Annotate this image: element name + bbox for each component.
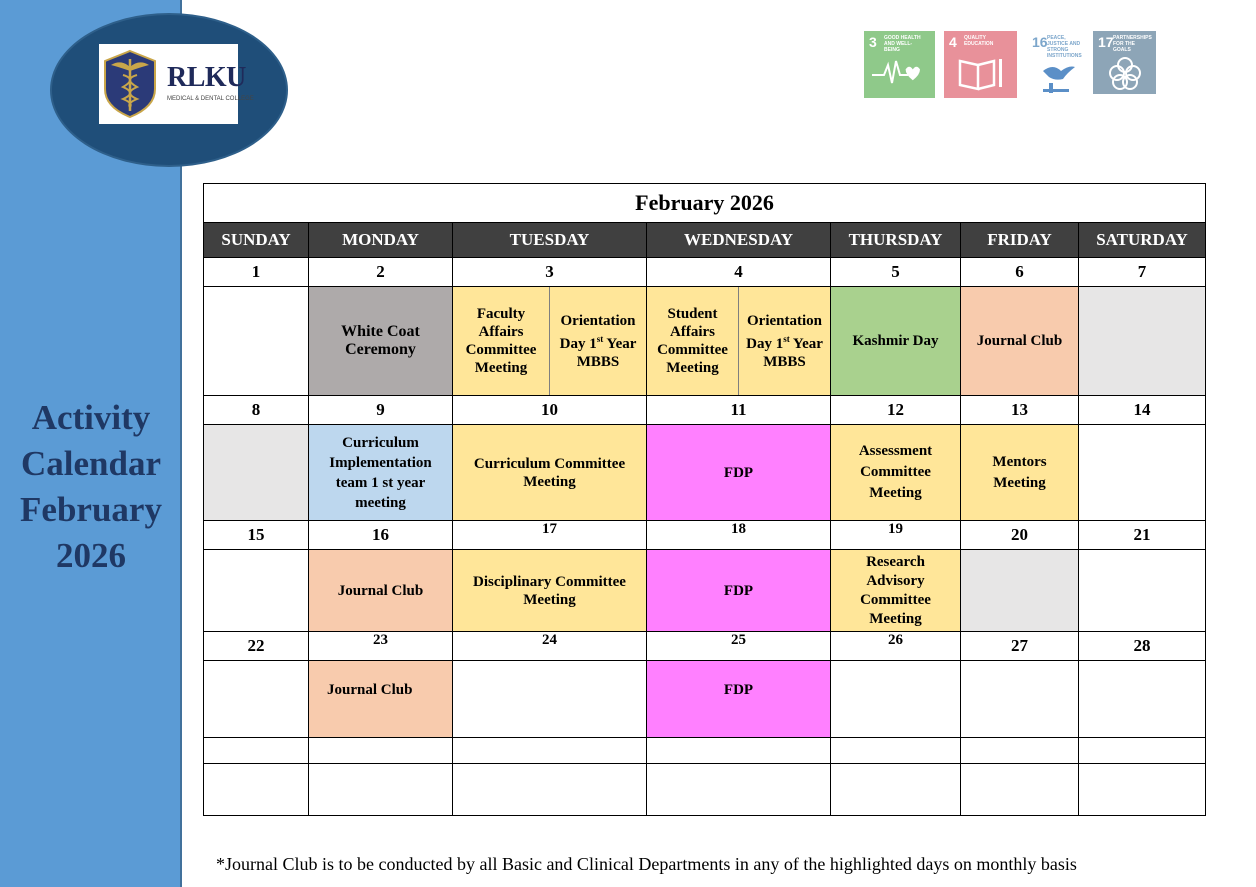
day-header-sunday: SUNDAY xyxy=(204,223,309,258)
event-cell-empty xyxy=(831,661,961,738)
date-number: 3 xyxy=(453,258,647,287)
event-cell-empty xyxy=(961,661,1079,738)
date-number: 12 xyxy=(831,396,961,425)
event-cell-empty xyxy=(204,550,309,632)
empty-cell xyxy=(309,738,453,764)
sidebar-title-line: Calendar xyxy=(21,444,161,483)
heartbeat-icon xyxy=(870,55,928,89)
date-number: 14 xyxy=(1079,396,1206,425)
day-header-thursday: THURSDAY xyxy=(831,223,961,258)
college-logo xyxy=(99,44,254,124)
date-number: 5 xyxy=(831,258,961,287)
day-header-friday: FRIDAY xyxy=(961,223,1079,258)
date-number: 15 xyxy=(204,521,309,550)
empty-cell xyxy=(453,738,647,764)
event-kashmir-day: Kashmir Day xyxy=(831,287,961,396)
dove-icon xyxy=(1035,57,1081,95)
empty-cell xyxy=(647,738,831,764)
date-number: 17 xyxy=(453,521,647,550)
sdg-16-badge xyxy=(1027,31,1085,96)
sdg-number: 4 xyxy=(949,34,957,50)
date-number: 1 xyxy=(204,258,309,287)
sdg-number: 16 xyxy=(1032,34,1048,50)
event-journal-club: Journal Club xyxy=(961,287,1079,396)
event-journal-club: Journal Club xyxy=(309,550,453,632)
event-cell-empty xyxy=(1079,661,1206,738)
empty-cell xyxy=(961,738,1079,764)
caduceus-shield-icon xyxy=(103,49,158,119)
date-number: 9 xyxy=(309,396,453,425)
event-sup: st xyxy=(596,333,604,344)
sidebar-title-line: February xyxy=(20,490,162,529)
sidebar xyxy=(0,0,254,887)
date-number: 4 xyxy=(647,258,831,287)
date-number: 24 xyxy=(453,632,647,661)
sidebar-title-line: 2026 xyxy=(56,536,126,575)
date-number: 16 xyxy=(309,521,453,550)
sidebar-title-line: Activity xyxy=(31,398,151,437)
day-header-wednesday: WEDNESDAY xyxy=(647,223,831,258)
logo-subtitle: MEDICAL & DENTAL COLLEGE xyxy=(167,96,254,102)
flower-icon xyxy=(1099,55,1151,91)
logo-name: RLKU xyxy=(167,62,246,93)
event-cell-empty xyxy=(204,661,309,738)
sdg-label: GOOD HEALTH AND WELL-BEING xyxy=(884,35,921,53)
event-sup: st xyxy=(783,333,790,344)
date-number: 2 xyxy=(309,258,453,287)
empty-cell xyxy=(961,764,1079,816)
date-number: 22 xyxy=(204,632,309,661)
event-text: Year MBBS xyxy=(576,335,637,370)
event-cell-holiday xyxy=(204,425,309,521)
date-number: 8 xyxy=(204,396,309,425)
empty-cell xyxy=(204,764,309,816)
event-cell-split xyxy=(453,287,647,396)
date-number: 6 xyxy=(961,258,1079,287)
date-number: 10 xyxy=(453,396,647,425)
event-curriculum-implementation-meeting: Curriculum Implementation team 1 st year meeting xyxy=(309,425,453,521)
date-number: 23 xyxy=(309,632,453,661)
sdg-label: PEACE, JUSTICE AND STRONG INSTITUTIONS xyxy=(1047,35,1082,59)
event-assessment-committee-meeting: Assessment Committee Meeting xyxy=(831,425,961,521)
empty-cell xyxy=(831,764,961,816)
date-number: 18 xyxy=(647,521,831,550)
event-curriculum-committee-meeting: Curriculum Committee Meeting xyxy=(453,425,647,521)
day-header-monday: MONDAY xyxy=(309,223,453,258)
event-cell-empty xyxy=(1079,550,1206,632)
event-disciplinary-committee-meeting: Disciplinary Committee Meeting xyxy=(453,550,647,632)
date-number: 20 xyxy=(961,521,1079,550)
sdg-label: PARTNERSHIPS FOR THE GOALS xyxy=(1113,35,1152,53)
event-cell-empty xyxy=(453,661,647,738)
event-cell-holiday xyxy=(1079,287,1206,396)
sidebar-title xyxy=(0,395,182,579)
event-orientation-day xyxy=(739,287,830,395)
date-number: 13 xyxy=(961,396,1079,425)
empty-cell xyxy=(1079,738,1206,764)
event-faculty-affairs-meeting: Faculty Affairs Committee Meeting xyxy=(453,287,550,395)
event-mentors-meeting: Mentors Meeting xyxy=(961,425,1079,521)
empty-cell xyxy=(831,738,961,764)
calendar-table xyxy=(203,183,1206,816)
date-number: 25 xyxy=(647,632,831,661)
event-text: Orientation Day 1 xyxy=(746,312,822,352)
footnote: *Journal Club is to be conducted by all Basic and Clinical Departments in any of the highlighted days on monthly basis xyxy=(216,854,1077,874)
event-cell-holiday xyxy=(961,550,1079,632)
date-number: 26 xyxy=(831,632,961,661)
empty-cell xyxy=(204,738,309,764)
sdg-4-badge xyxy=(944,31,1017,98)
event-fdp: FDP xyxy=(647,550,831,632)
date-number: 21 xyxy=(1079,521,1206,550)
event-text: Orientation Day 1 xyxy=(559,312,636,352)
empty-cell xyxy=(453,764,647,816)
empty-cell xyxy=(309,764,453,816)
calendar-title: February 2026 xyxy=(204,184,1206,223)
empty-cell xyxy=(647,764,831,816)
event-text: Year MBBS xyxy=(763,335,823,370)
event-journal-club: Journal Club xyxy=(309,661,453,738)
event-fdp: FDP xyxy=(647,661,831,738)
event-cell-empty xyxy=(204,287,309,396)
event-student-affairs-meeting: Student Affairs Committee Meeting xyxy=(647,287,739,395)
date-number: 19 xyxy=(831,521,961,550)
event-white-coat-ceremony: White Coat Ceremony xyxy=(309,287,453,396)
event-research-advisory-committee-meeting: Research Advisory Committee Meeting xyxy=(831,550,961,632)
sdg-number: 3 xyxy=(869,34,877,50)
book-icon xyxy=(950,55,1010,93)
sdg-label: QUALITY EDUCATION xyxy=(964,35,994,47)
sdg-number: 17 xyxy=(1098,34,1114,50)
empty-cell xyxy=(1079,764,1206,816)
sdg-17-badge xyxy=(1093,31,1156,94)
event-cell-empty xyxy=(1079,425,1206,521)
day-header-saturday: SATURDAY xyxy=(1079,223,1206,258)
sdg-3-badge xyxy=(864,31,935,98)
event-fdp: FDP xyxy=(647,425,831,521)
date-number: 27 xyxy=(961,632,1079,661)
date-number: 7 xyxy=(1079,258,1206,287)
event-orientation-day xyxy=(550,287,646,395)
date-number: 11 xyxy=(647,396,831,425)
day-header-tuesday: TUESDAY xyxy=(453,223,647,258)
event-cell-split xyxy=(647,287,831,396)
date-number: 28 xyxy=(1079,632,1206,661)
